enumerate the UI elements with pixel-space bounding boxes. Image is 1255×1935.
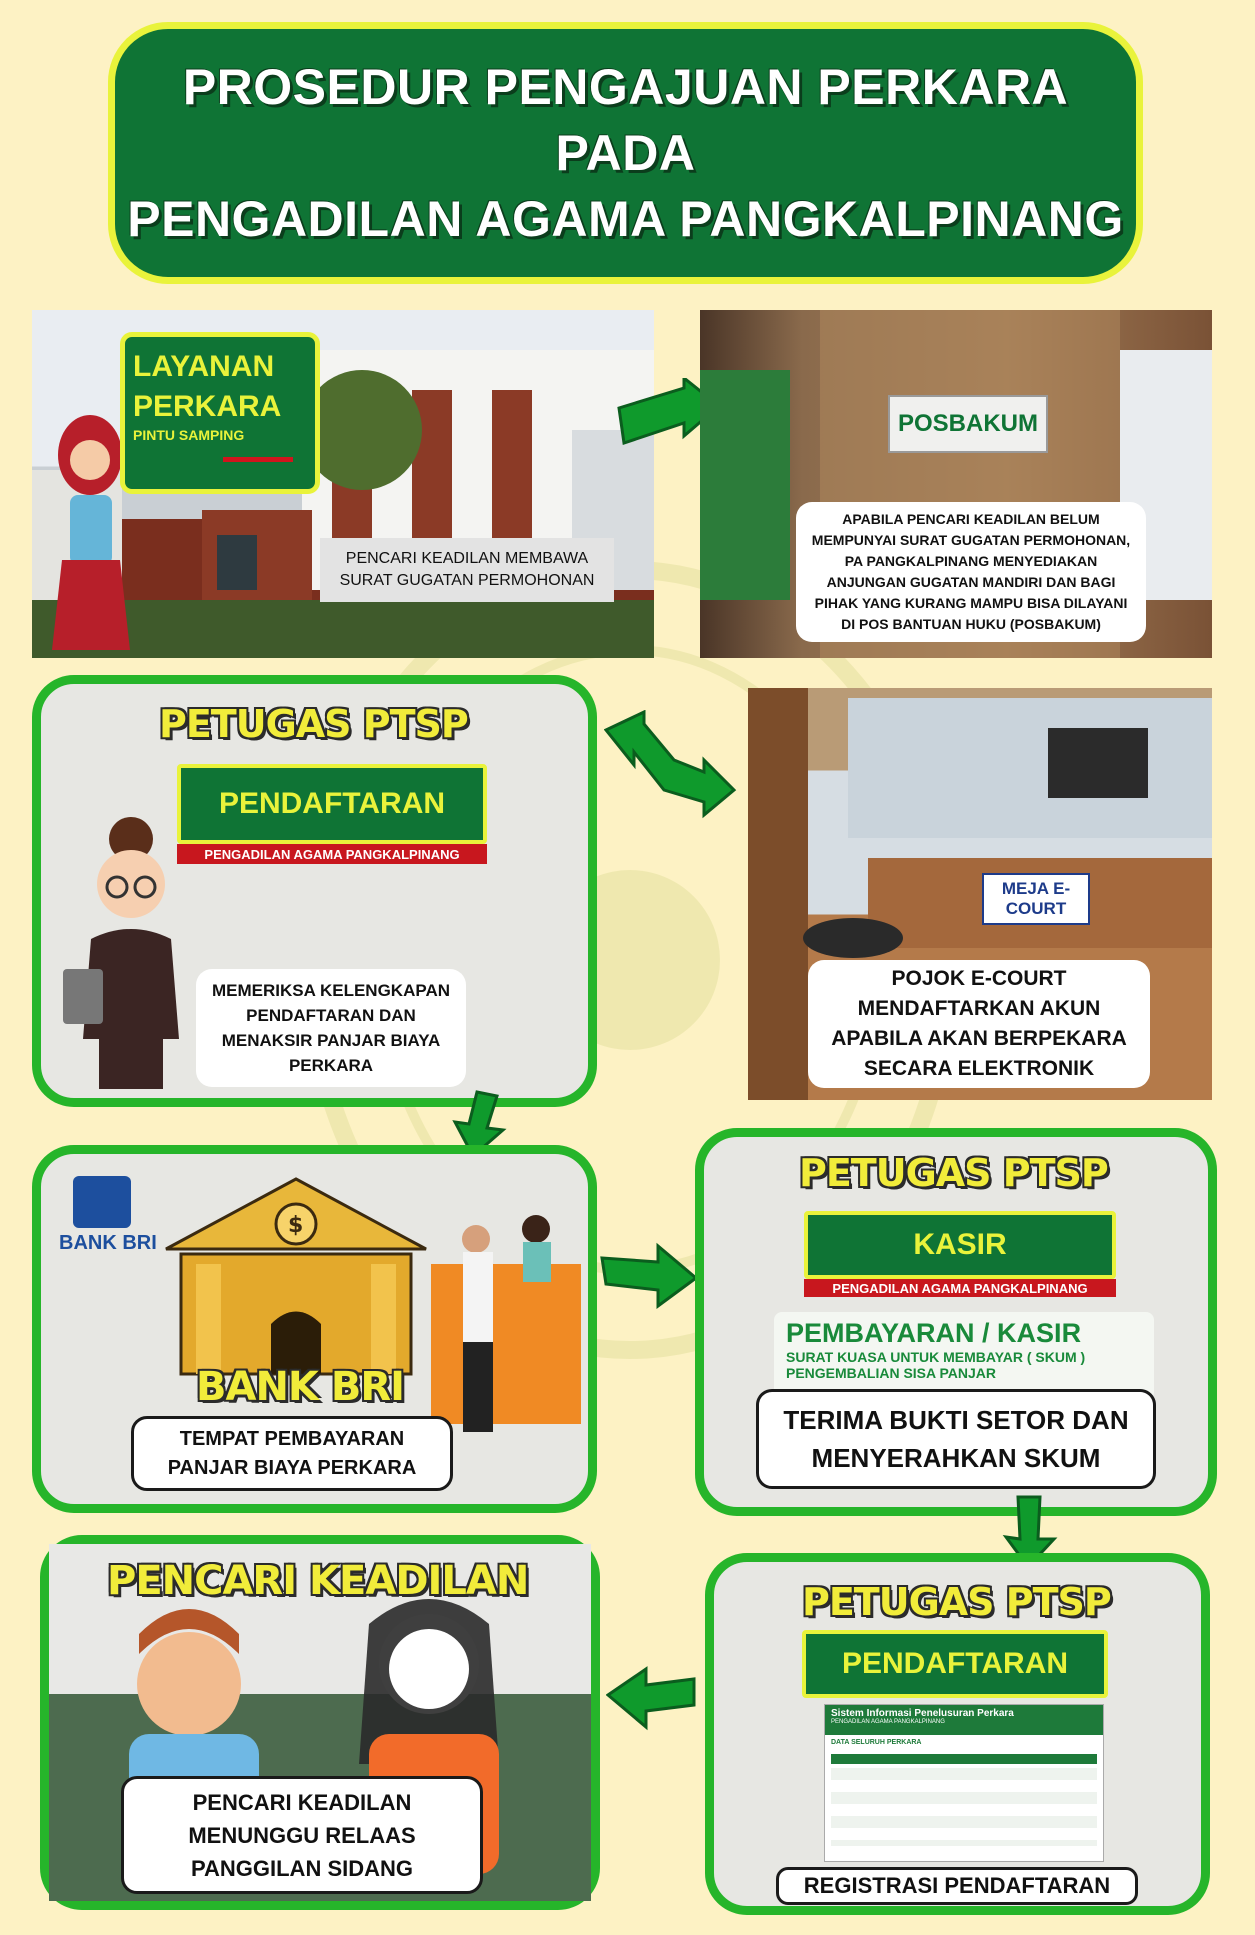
kasir-board [774,1312,1154,1400]
ecourt-photo [748,688,1212,1100]
layanan-perkara-sign [120,332,320,494]
kasir-ptsp-heading: PETUGAS PTSP [799,1151,1108,1195]
sign-subtitle: PINTU SAMPING [133,427,245,443]
pencari-keadilan-panel [40,1535,600,1910]
kasir-board-item-2: PENGEMBALIAN SISA PANJAR [786,1365,997,1381]
sign-title-2: PERKARA [133,390,282,423]
red-arrow-icon [223,457,293,462]
step8-caption: REGISTRASI PENDAFTARAN [776,1867,1138,1905]
registrasi-panel [705,1553,1210,1915]
ptsp-heading: PETUGAS PTSP [159,702,468,746]
arrow-left-icon [606,1665,698,1731]
posbakum-photo [700,310,1212,658]
meja-ecourt-sign: MEJA E-COURT [982,873,1090,925]
kasir-board-item-1: SURAT KUASA UNTUK MEMBAYAR ( SKUM ) [786,1349,1086,1365]
bri-logo-text: BANK BRI [59,1232,157,1254]
sipp-title: Sistem Informasi Penelusuran Perkara [831,1708,1014,1719]
step6-caption: TERIMA BUKTI SETOR DAN MENYERAHKAN SKUM [756,1389,1156,1489]
step2-caption: APABILA PENCARI KEADILAN BELUM MEMPUNYAI SURAT GUGATAN PERMOHONAN, PA PANGKALPINANG MENYEDIAKAN ANJUNGAN GUGATAN MANDIRI DAN BAGI PIHAK YANG KURANG MAMPU BISA DILAYANI DI POS BANTUAN HUKU (POSBAKUM) [796,502,1146,642]
ptsp-kasir-panel [695,1128,1217,1516]
svg-text:$: $ [288,1213,304,1238]
kasir-court-strip: PENGADILAN AGAMA PANGKALPINANG [804,1279,1116,1297]
teller-illustration [431,1204,591,1434]
title-line-1: PROSEDUR PENGAJUAN PERKARA PADA [182,59,1069,181]
kasir-plate: KASIR [804,1211,1116,1279]
step5-caption: TEMPAT PEMBAYARAN PANJAR BIAYA PERKARA [131,1416,453,1491]
step1-caption: PENCARI KEADILAN MEMBAWA SURAT GUGATAN PERMOHONAN [320,538,614,602]
double-arrow-icon [604,710,738,820]
sipp-table-header [831,1754,1097,1764]
reg-pendaftaran-plate: PENDAFTARAN [802,1630,1108,1698]
pencari-keadilan-heading: PENCARI KEADILAN [107,1558,529,1604]
bank-building-illustration [161,1174,431,1394]
arrow-right-icon-2 [600,1240,700,1310]
kasir-board-title: PEMBAYARAN / KASIR [786,1318,1082,1348]
reg-ptsp-heading: PETUGAS PTSP [802,1580,1111,1624]
sipp-section: DATA SELURUH PERKARA [831,1739,922,1746]
title-banner [108,22,1143,284]
sipp-header [825,1705,1103,1735]
court-building-photo [32,310,654,658]
step7-caption: PENCARI KEADILAN MENUNGGU RELAAS PANGGILAN SIDANG [121,1776,483,1894]
sipp-screenshot [824,1704,1104,1862]
step4-caption: POJOK E-COURT MENDAFTARKAN AKUN APABILA AKAN BERPEKARA SECARA ELEKTRONIK [808,960,1150,1088]
bank-bri-heading: BANK BRI [196,1364,405,1410]
court-name-strip: PENGADILAN AGAMA PANGKALPINANG [177,844,487,864]
bank-bri-panel [32,1145,597,1513]
officer-illustration [61,809,201,1099]
sipp-subtitle: PENGADILAN AGAMA PANGKALPINANG [831,1719,945,1725]
title-line-2: PENGADILAN AGAMA PANGKALPINANG [127,191,1124,247]
pendaftaran-plate: PENDAFTARAN [177,764,487,844]
sipp-table-rows [831,1768,1097,1846]
posbakum-sign: POSBAKUM [888,395,1048,453]
bri-logo-icon [73,1176,131,1228]
sign-title-1: LAYANAN [133,350,275,383]
ptsp-pendaftaran-panel [32,675,597,1107]
step3-caption: MEMERIKSA KELENGKAPAN PENDAFTARAN DAN MENAKSIR PANJAR BIAYA PERKARA [196,969,466,1087]
